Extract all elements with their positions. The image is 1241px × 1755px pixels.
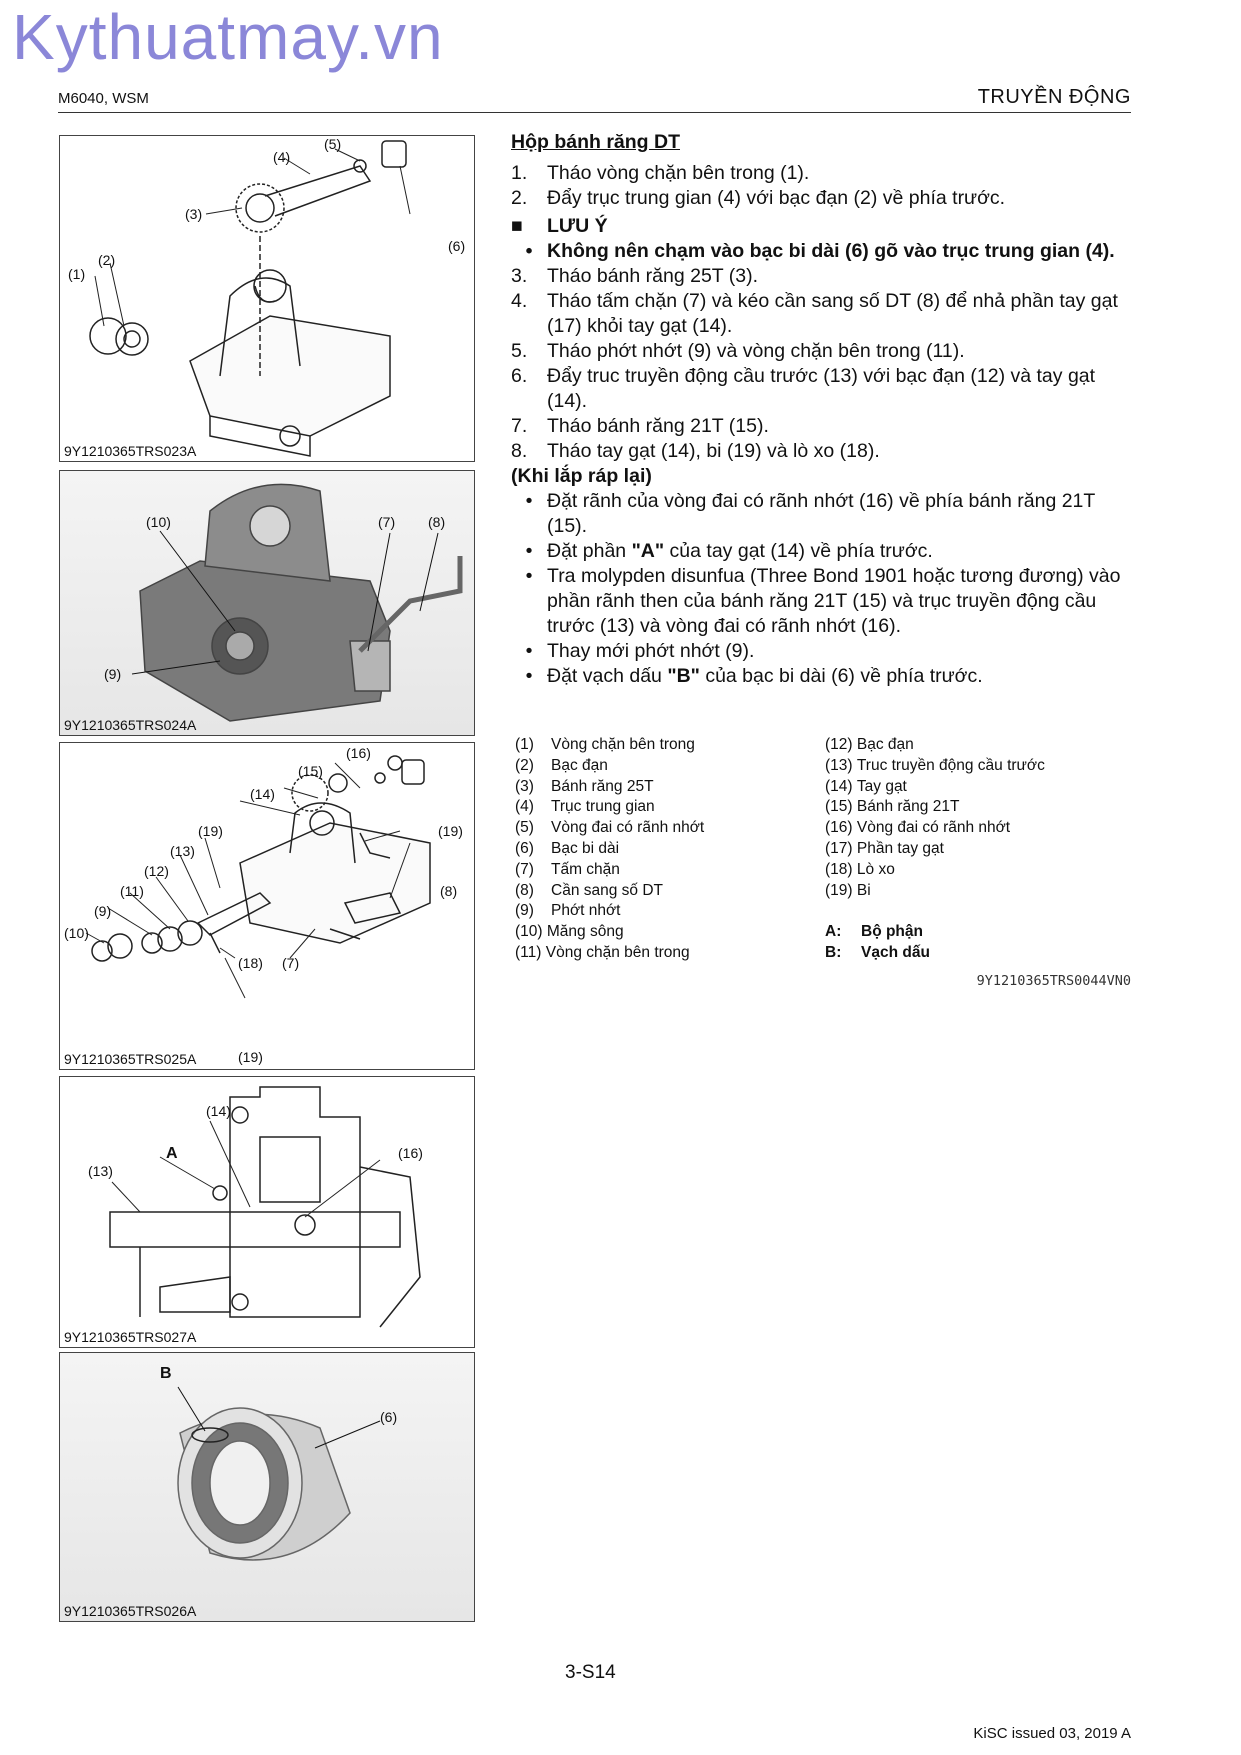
watermark: Kythuatmay.vn <box>12 1 444 73</box>
header-model: M6040, WSM <box>58 90 149 107</box>
callout-b: B <box>160 1365 172 1382</box>
note-header: ■ LƯU Ý <box>511 215 608 237</box>
callout-10: (10) <box>64 925 89 941</box>
legend-item: (9) Phớt nhớt <box>515 902 621 920</box>
callout-15: (15) <box>298 763 323 779</box>
legend-item: (2) Bạc đạn <box>515 756 608 774</box>
legend-item: (14) Tay gạt <box>825 777 907 795</box>
reassembly-item: • Đặt vạch dấu "B" của bạc bi dài (6) về phía trước. <box>525 665 983 687</box>
step-item: 4. Tháo tấm chặn (7) và kéo cần sang số DT (8) để nhả phần tay gạt (17) khỏi tay gạt (14). <box>511 290 1118 337</box>
legend-item <box>825 901 1125 922</box>
callout-9: (9) <box>94 903 112 919</box>
section-title: Hộp bánh răng DT <box>511 131 680 153</box>
callout-13: (13) <box>170 843 195 859</box>
callout-19-top: (19) <box>438 823 463 839</box>
callout-19-left: (19) <box>198 823 223 839</box>
reference-code: 9Y1210365TRS0044VN0 <box>976 973 1131 989</box>
legend-item: (7) Tấm chặn <box>515 860 620 878</box>
callout-3: (3) <box>185 206 203 222</box>
legend-right <box>825 735 1125 964</box>
legend-item: (12) Bạc đạn <box>825 736 914 753</box>
legend-item: (10) Măng sông <box>515 923 624 941</box>
figure-drawing <box>60 471 474 735</box>
step-item: 2. Đẩy trục trung gian (4) với bạc đạn (2) về phía trước. <box>511 187 1006 209</box>
figure-drawing <box>60 1353 474 1621</box>
header-rule <box>58 112 1131 113</box>
figure-code: 9Y1210365TRS027A <box>64 1329 197 1345</box>
callout-16: (16) <box>346 745 371 761</box>
step-item: 1. Tháo vòng chặn bên trong (1). <box>511 162 810 184</box>
callout-4: (4) <box>273 149 291 165</box>
legend-item: (3) Bánh răng 25T <box>515 777 654 795</box>
reassembly-item: • Tra molypden disunfua (Three Bond 1901 hoặc tương đương) vào phần rãnh then của bánh răng 21T (15) và trục truyền động cầu trước (13) và vòng đai có rãnh nhớt (16). <box>525 565 1121 637</box>
callout-6: (6) <box>380 1409 398 1425</box>
callout-1: (1) <box>68 266 86 282</box>
legend-left <box>515 735 815 964</box>
legend-item: (8) Cần sang số DT <box>515 881 663 899</box>
reassembly-item: • Đặt rãnh của vòng đai có rãnh nhớt (16) về phía bánh răng 21T (15). <box>525 490 1095 537</box>
callout-8: (8) <box>440 883 458 899</box>
callout-19-bottom: (19) <box>238 1049 263 1065</box>
step-item: 8. Tháo tay gạt (14), bi (19) và lò xo (18). <box>511 440 880 462</box>
callout-18: (18) <box>238 955 263 971</box>
figure-photo-housing <box>59 470 475 736</box>
reassembly-item: • Đặt phần "A" của tay gạt (14) về phía trước. <box>525 540 933 562</box>
callout-16: (16) <box>398 1145 423 1161</box>
callout-7: (7) <box>282 955 300 971</box>
procedure-text <box>511 130 1131 689</box>
callout-14: (14) <box>206 1103 231 1119</box>
callout-10: (10) <box>146 514 171 530</box>
callout-14: (14) <box>250 786 275 802</box>
figure-drawing <box>60 1077 474 1347</box>
reassembly-item: • Thay mới phớt nhớt (9). <box>525 640 755 662</box>
figure-code: 9Y1210365TRS026A <box>64 1603 197 1619</box>
reassembly-title: (Khi lắp ráp lại) <box>511 465 652 487</box>
callout-8: (8) <box>428 514 446 530</box>
square-bullet-icon: ■ <box>511 215 523 237</box>
legend-item: (4) Trục trung gian <box>515 798 655 816</box>
figure-section-view <box>59 1076 475 1348</box>
legend-item: (18) Lò xo <box>825 860 895 878</box>
callout-12: (12) <box>144 863 169 879</box>
callout-13: (13) <box>88 1163 113 1179</box>
legend-item: (15) Bánh răng 21T <box>825 798 960 816</box>
legend-item: (16) Vòng đai có rãnh nhớt <box>825 819 1011 837</box>
callout-a: A <box>166 1145 178 1162</box>
legend-item: (19) Bi <box>825 881 871 899</box>
figure-photo-bearing <box>59 1352 475 1622</box>
callout-11: (11) <box>120 883 144 899</box>
legend-item-b: B: Vạch dấu <box>825 943 930 961</box>
page-number: 3-S14 <box>565 1662 616 1683</box>
legend-item-a: A: Bộ phận <box>825 923 923 941</box>
callout-6: (6) <box>448 238 466 254</box>
figure-code: 9Y1210365TRS024A <box>64 717 197 733</box>
footer-issue: KiSC issued 03, 2019 A <box>973 1725 1131 1742</box>
callout-2: (2) <box>98 252 116 268</box>
figure-code: 9Y1210365TRS025A <box>64 1051 197 1067</box>
callout-5: (5) <box>324 136 342 152</box>
note-text: • Không nên chạm vào bạc bi dài (6) gõ vào trục trung gian (4). <box>525 240 1115 262</box>
figure-exploded-housing <box>59 135 475 462</box>
legend-item: (13) Truc truyền động cầu trước <box>825 756 1045 774</box>
figure-drawing <box>60 136 474 461</box>
step-item: 6. Đẩy truc truyền động cầu trước (13) với bạc đạn (12) và tay gạt (14). <box>511 365 1096 412</box>
legend-item: (6) Bạc bi dài <box>515 839 620 857</box>
legend-item: (1) Vòng chặn bên trong <box>515 736 695 753</box>
figure-code: 9Y1210365TRS023A <box>64 443 197 459</box>
figure-exploded-shaft <box>59 742 475 1070</box>
callout-9: (9) <box>104 666 122 682</box>
legend-item: (17) Phần tay gạt <box>825 839 944 857</box>
step-item: 5. Tháo phớt nhớt (9) và vòng chặn bên trong (11). <box>511 340 965 362</box>
legend-item: (5) Vòng đai có rãnh nhớt <box>515 819 705 837</box>
callout-7: (7) <box>378 514 396 530</box>
step-item: 3. Tháo bánh răng 25T (3). <box>511 265 759 287</box>
legend-item: (11) Vòng chặn bên trong <box>515 943 690 961</box>
header-section: TRUYỀN ĐỘNG <box>977 86 1131 108</box>
step-item: 7. Tháo bánh răng 21T (15). <box>511 415 769 437</box>
